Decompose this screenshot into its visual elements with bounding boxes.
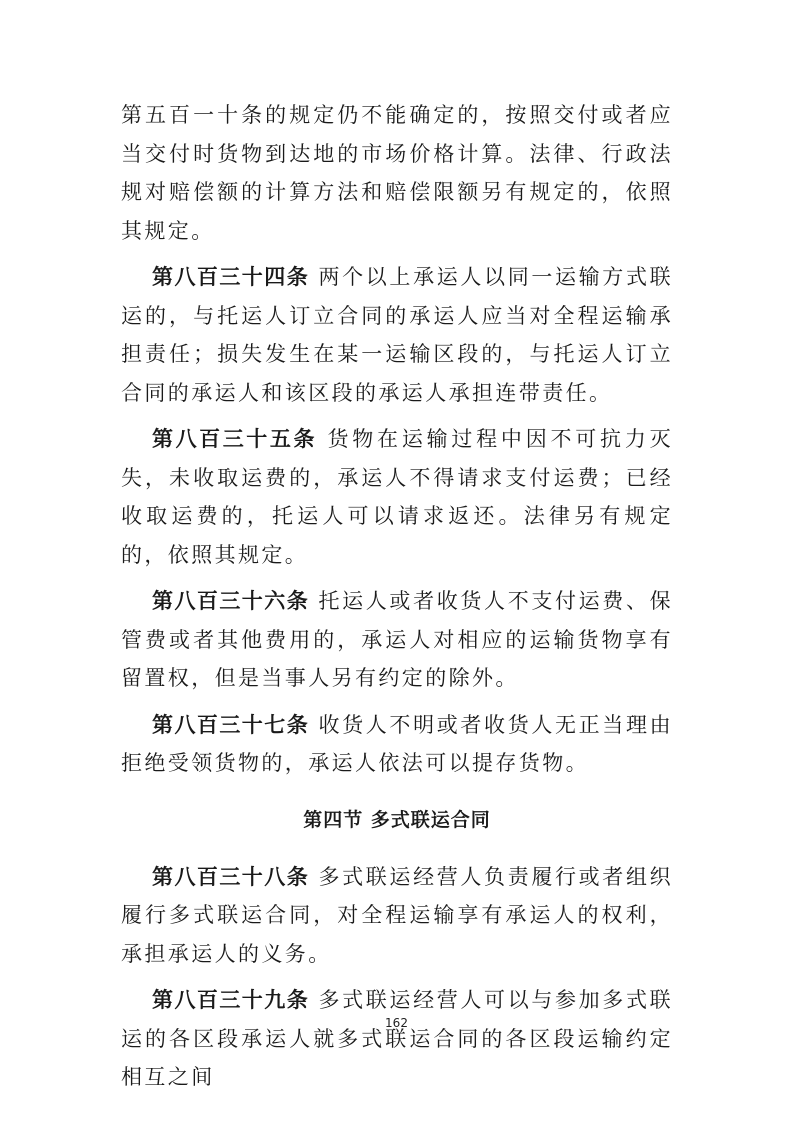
paragraph-text: 托运人或者收货人不支付运费、保管费或者其他费用的，承运人对相应的运输货物享有留置权，但是当事人另有约定的除外。 [121,589,673,690]
page-number: 162 [385,1016,408,1030]
article-839 [121,981,673,1097]
paragraph-continued [121,96,673,250]
article-number: 第八百三十五条 [152,427,318,451]
article-837 [121,706,673,783]
article-number: 第八百三十九条 [152,988,310,1012]
section-title: 第四节 多式联运合同 [303,808,491,831]
paragraph-text: 货物在运输过程中因不可抗力灭失，未收取运费的，承运人不得请求支付运费；已经收取运费的，托运人可以请求返还。法律另有规定的，依照其规定。 [121,427,673,567]
paragraph-text: 两个以上承运人以同一运输方式联运的，与托运人订立合同的承运人应当对全程运输承担责任；损失发生在某一运输区段的，与托运人订立合同的承运人和该区段的承运人承担连带责任。 [121,265,673,405]
article-number: 第八百三十六条 [152,589,310,613]
article-836 [121,582,673,698]
paragraph-text: 第五百一十条的规定仍不能确定的，按照交付或者应当交付时货物到达地的市场价格计算。法律、行政法规对赔偿额的计算方法和赔偿限额另有规定的，依照其规定。 [121,103,673,243]
article-number: 第八百三十八条 [152,864,310,889]
paragraph-text: 多式联运经营人可以与参加多式联运的各区段承运人就多式联运合同的各区段运输约定相互之间 [121,988,673,1089]
paragraph-text: 收货人不明或者收货人无正当理由拒绝受领货物的，承运人依法可以提存货物。 [121,712,673,775]
document-page [121,96,673,1105]
article-834 [121,258,673,412]
article-838 [121,858,673,974]
article-number: 第八百三十四条 [152,265,310,289]
article-number: 第八百三十七条 [152,712,310,737]
paragraph-text: 多式联运经营人负责履行或者组织履行多式联运合同，对全程运输享有承运人的权利，承担承运人的义务。 [121,864,673,966]
article-835 [121,420,673,574]
